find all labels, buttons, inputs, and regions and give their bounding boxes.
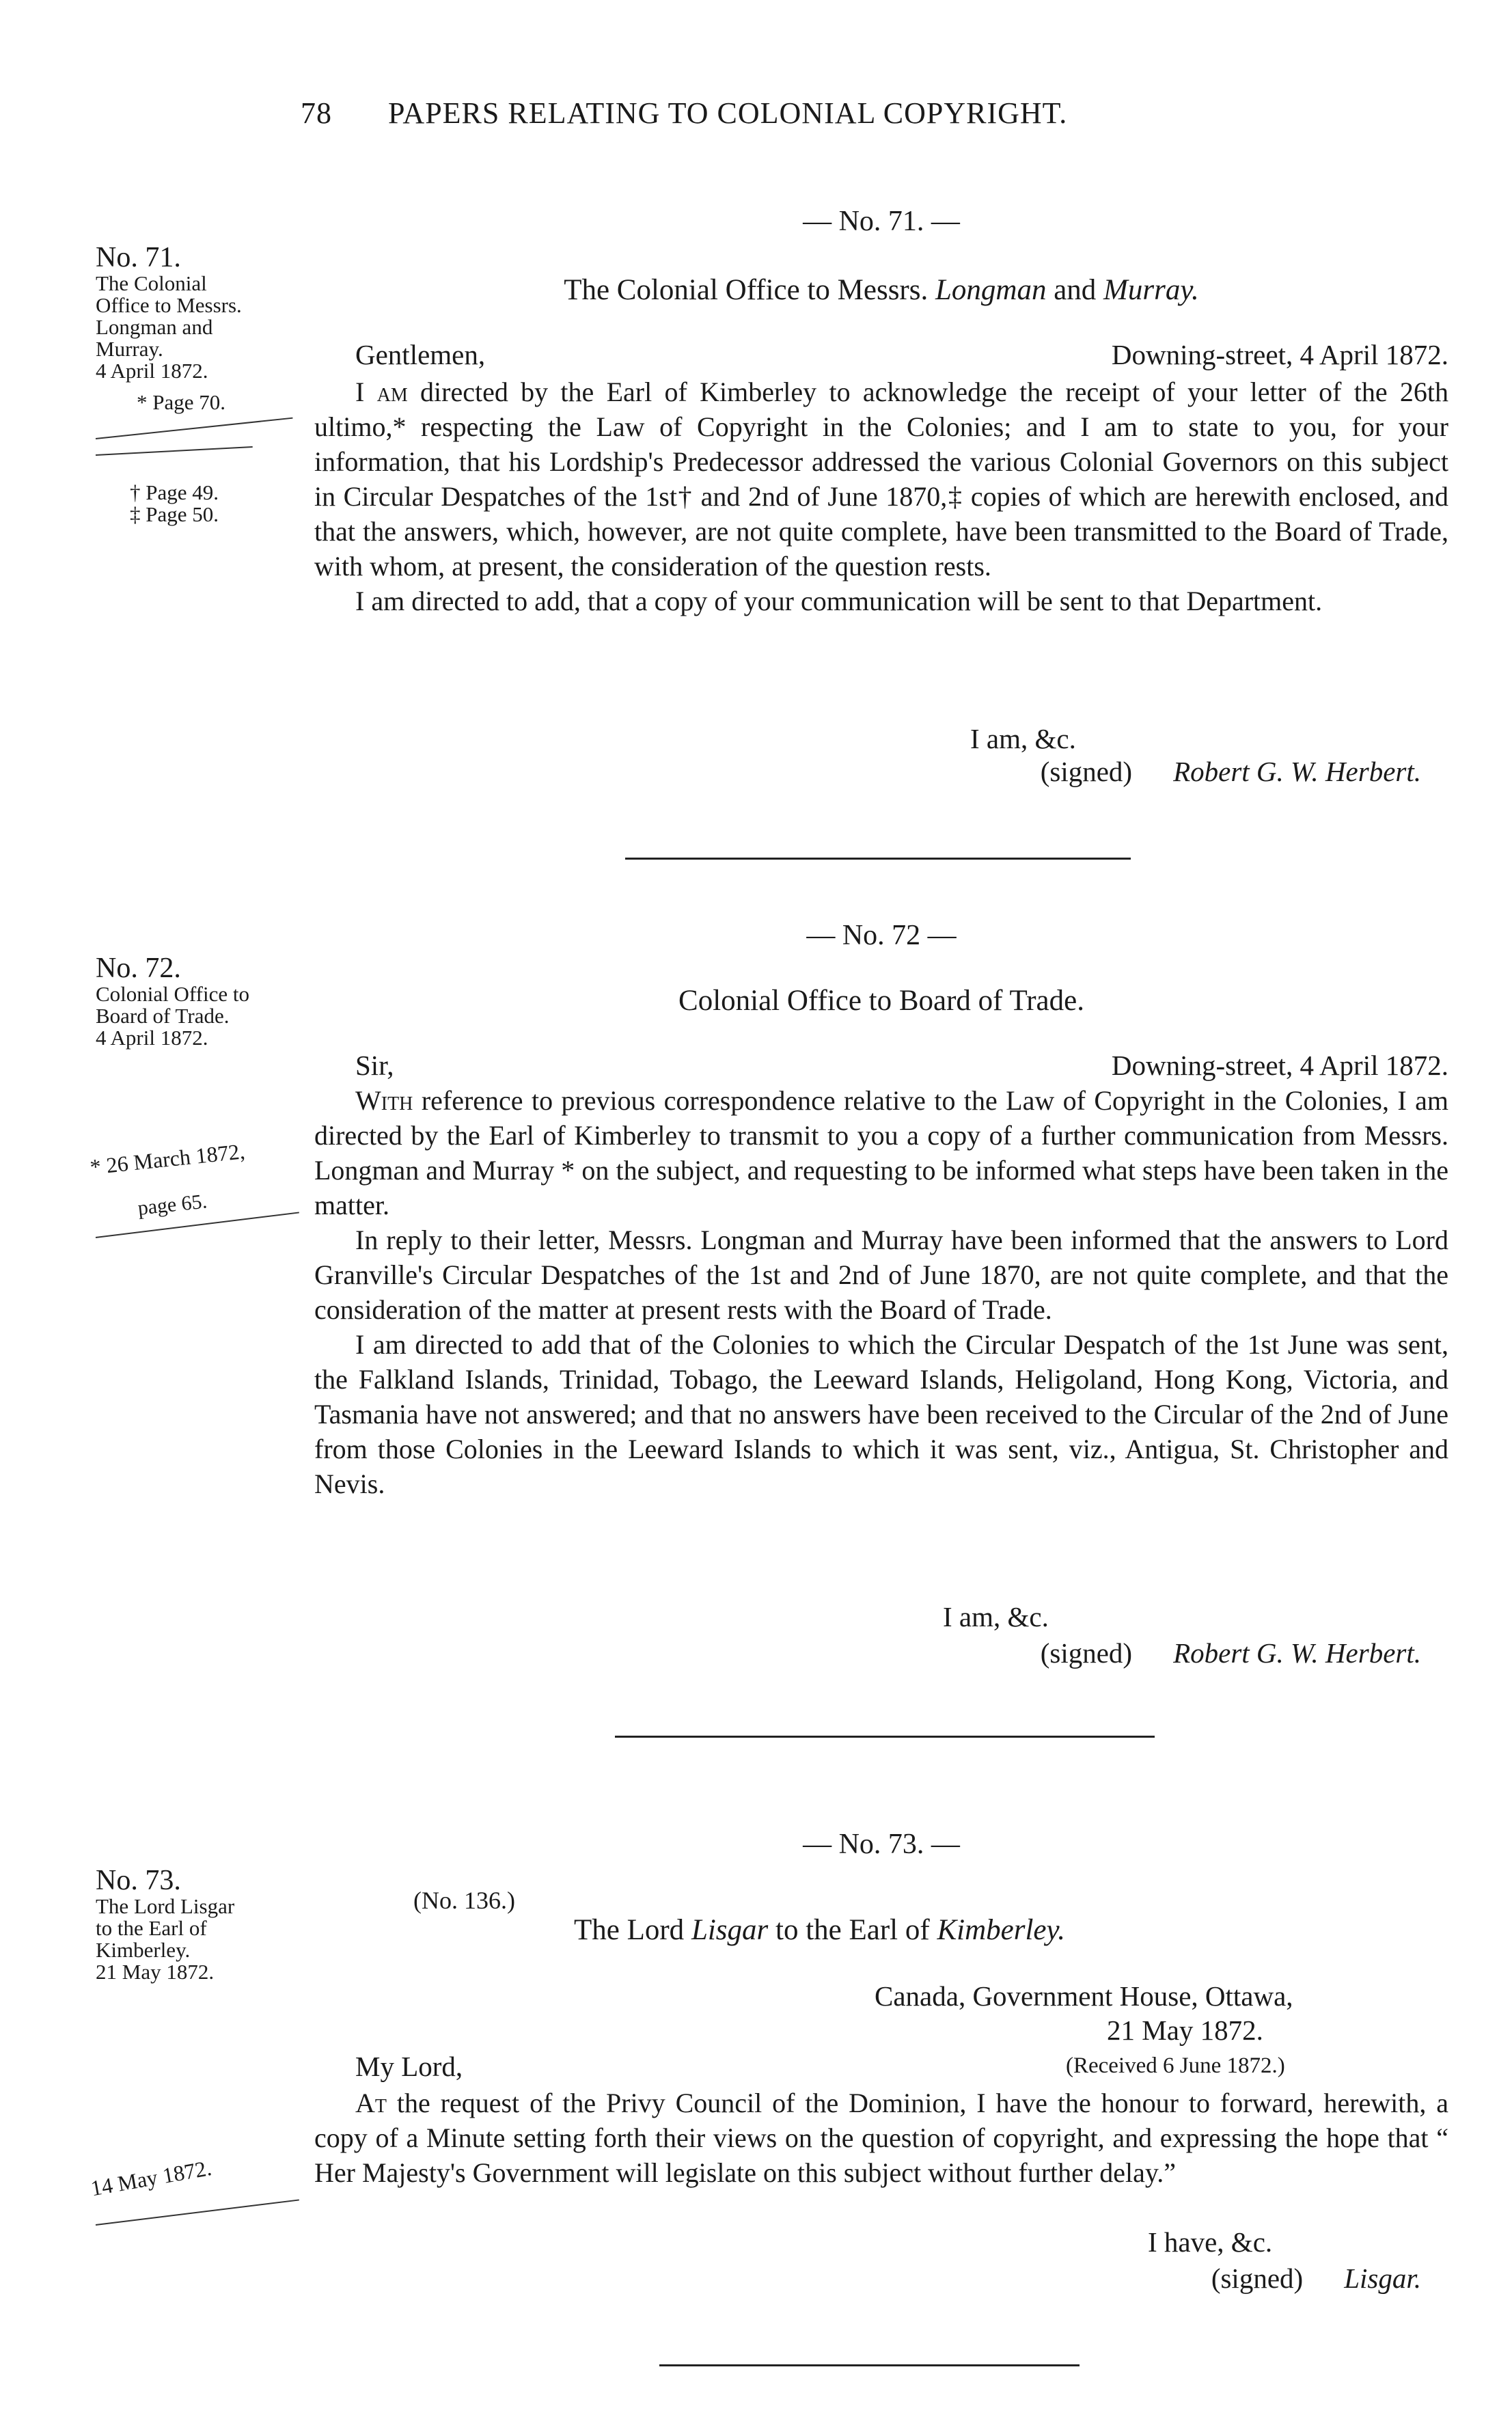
signed-label: (signed) [1211,2263,1304,2294]
sidenote-line: 4 April 1872. [96,1026,208,1050]
paragraph [314,374,1448,584]
separator-rule [615,1736,1155,1738]
page-number: 78 [301,96,332,130]
signature-row [1025,2262,1421,2295]
paragraph: In reply to their letter, Messrs. Longman and Murray have been informed that the answers to Lord Granville's Circular Despatches of the 1st and 2nd of June 1870, are not quite complete, and that the consideration of the matter at present rests with the Board of Trade. [314,1225,1448,1325]
salutation-row [355,1049,1448,1082]
paragraph: I am directed to add that of the Colonies to which the Circular Despatch of the 1st June was sent, the Falkland Islands, Trinidad, Tobago, the Leeward Islands, Heligoland, Hong Kong, Victoria, and Tasmania have not answered; and that no answers have been received to the Circular of the 2nd of June from those Colonies in the Leeward Islands to which it was sent, viz., Antigua, St. Christopher and Nevis. [314,1329,1448,1499]
sidenote-line: Murray. [96,337,163,361]
addressee-text: The Lord [574,1914,691,1946]
opening-word: I am [355,377,408,407]
sidenote-72 [96,953,301,1049]
sidenote-line: Kimberley. [96,1938,191,1962]
signature: Robert G. W. Herbert. [1173,1637,1421,1669]
sidenote-number: No. 72. [96,953,181,984]
margin-stroke [96,446,253,456]
sidenote-line: Longman and [96,315,213,339]
paragraph-text: reference to previous correspondence relative to the Law of Copyright in the Colonies, I am directed by the Earl of Kimberley to transmit to you a copy of a further communication from Messrs. Longman and Murray * on the subject, and requesting to be informed what steps have been taken in the matter. [314,1085,1448,1220]
letter-addressee [574,1913,1065,1947]
date: 21 May 1872. [1107,2014,1263,2046]
page-reference: ‡ Page 50. [130,502,219,526]
opening-word: With [355,1085,413,1116]
margin-note: page 65. [137,1190,208,1220]
opening-word: At [355,2088,387,2118]
letter-number-heading: — No. 73. — [803,1829,960,1860]
separator-rule [659,2364,1080,2366]
sidenote-line: The Lord Lisgar [96,1894,235,1918]
addressee-text: The Colonial Office to Messrs. [564,274,935,306]
letter-addressee: Colonial Office to Board of Trade. [678,985,1084,1017]
addressee-name: Murray. [1103,274,1199,306]
sidenote-number: No. 71. [96,242,181,273]
sidenote-line: Office to Messrs. [96,293,242,317]
place-date: Downing-street, 4 April 1872. [1111,339,1448,370]
running-header [301,96,1325,131]
paragraph: I am directed to add, that a copy of your communication will be sent to that Department. [355,586,1323,616]
sidenote-line: Colonial Office to [96,982,249,1006]
received-date: (Received 6 June 1872.) [1066,2053,1285,2078]
letter-body [314,1083,1448,1501]
signature-row [888,1637,1421,1669]
sidenote-71 [96,243,301,525]
margin-stroke [96,418,293,439]
signed-label: (signed) [1040,1637,1133,1669]
separator-rule [625,858,1131,860]
paragraph-text: directed by the Earl of Kimberley to acknowledge the receipt of your letter of the 26th ultimo,* respecting the Law of Copyright in the Colonies; and I am to state to you, for your information, that his Lordship's Predecessor addressed the various Colonial Governors on this subject in Circular Despatches of the 1st† and 2nd of June 1870,‡ copies of which are herewith enclosed, and that the answers, which, however, are not quite complete, have been transmitted to the Board of Trade, with whom, at present, the consideration of the question rests. [314,377,1448,582]
signed-label: (signed) [1040,756,1133,787]
sidenote-line: 4 April 1872. [96,359,208,383]
sidenote-line: Board of Trade. [96,1004,230,1028]
letter-body [314,374,1448,618]
addressee-text: to the Earl of [768,1914,937,1946]
sidenote-line: The Colonial [96,271,207,295]
margin-stroke [96,2199,299,2226]
page-reference: † Page 49. [130,480,219,504]
addressee-text: and [1046,274,1104,306]
page-reference: * Page 70. [137,390,226,414]
salutation-row [355,338,1448,371]
sidenote-line: to the Earl of [96,1916,207,1940]
header-title: PAPERS RELATING TO COLONIAL COPYRIGHT. [388,96,1068,130]
place-date: Downing-street, 4 April 1872. [1111,1050,1448,1081]
signature: Lisgar. [1344,2263,1421,2294]
sidenote-line: 21 May 1872. [96,1960,215,1984]
salutation: Sir, [355,1050,394,1081]
closing: I am, &c. [970,723,1076,754]
signature: Robert G. W. Herbert. [1173,756,1421,787]
place: Canada, Government House, Ottawa, [875,1980,1293,2012]
margin-note: 14 May 1872. [89,2155,214,2201]
closing: I am, &c. [943,1601,1049,1632]
letter-addressee [314,273,1448,307]
addressee-name: Kimberley. [937,1914,1065,1946]
margin-note: * 26 March 1872, [89,1138,247,1179]
sidenote-number: No. 73. [96,1865,181,1896]
addressee-name: Lisgar [691,1914,769,1946]
closing: I have, &c. [1148,2226,1273,2258]
salutation: Gentlemen, [355,339,486,370]
paragraph [314,2086,1448,2190]
margin-stroke [96,1212,299,1238]
addressee-name: Longman [935,274,1047,306]
paragraph-text: the request of the Privy Council of the Dominion, I have the honour to forward, herewith, a copy of a Minute setting forth their views on the question of copyright, and expressing the hope that “ Her Majesty's Government will legislate on this subject without further delay.” [314,2088,1448,2188]
salutation: My Lord, [355,2051,463,2082]
signature-row [888,755,1421,788]
letter-body [314,2086,1448,2190]
letter-number-heading: — No. 72 — [806,920,957,951]
letter-number-heading: — No. 71. — [803,206,960,237]
reference-number: (No. 136.) [413,1887,515,1914]
sidenote-73 [96,1866,301,1983]
paragraph [314,1083,1448,1222]
